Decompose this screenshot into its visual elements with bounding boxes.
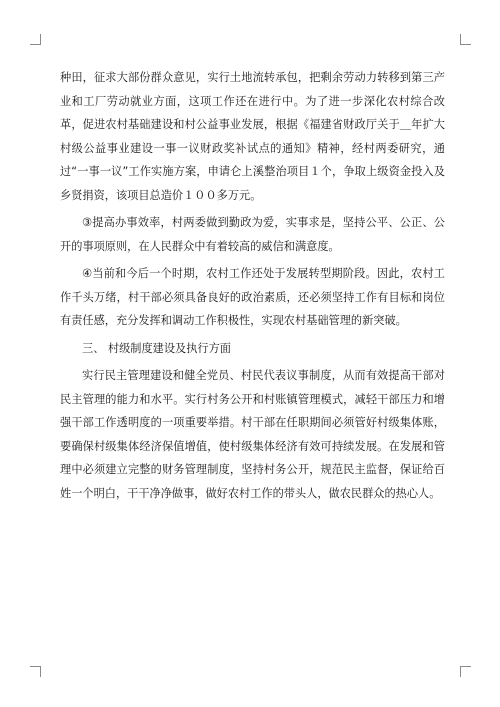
- crop-mark-top-right: [460, 34, 471, 45]
- paragraph-democratic-management: 实行民主管理建设和健全党员、村民代表议事制度，从而有效提高干部对民主管理的能力和水平。实行村务公开和村账镇管理模式，减轻干部压力和增强干部工作透明度的一项重要举措。村干部在任职期间必须管好村级集体账，要确保村级集体经济保值增值，使村级集体经济有效可持续发展。在发展和管理中必须建立完整的财务管理制度，坚持村务公开，规范民主监督，保证给百姓一个明白，干干净净做事，做好农村工作的带头人，做农民群众的热心人。: [60, 369, 445, 500]
- section-heading: 三、 村级制度建设及执行方面: [82, 341, 231, 355]
- crop-mark-bottom-right: [460, 666, 471, 677]
- paragraph-transition: ④当前和今后一个时期，农村工作还处于发展转型期阶段。因此，农村工作千头万绪，村干部必须具备良好的政治素质，还必须坚持工作有目标和岗位有责任感，充分发挥和调动工作积极性，实现农村基础管理的新突破。: [60, 267, 445, 327]
- document-body: [60, 66, 445, 509]
- paragraph-continuation: 种田，征求大部份群众意见，实行土地流转承包，把剩余劳动力转移到第三产业和工厂劳动就业方面，这项工作还在进行中。为了进一步深化农村综合改革，促进农村基础建设和村公益事业发展，根据《福建省财政厅关于＿年扩大村级公益事业建设一事一议财政奖补试点的通知》精神，经村两委研究，通过“一事一议”工作实施方案，申请仑上溪整治项目１个，争取上级资金投入及乡贤捐资，该项目总造价１００多万元。: [60, 71, 445, 202]
- paragraph-efficiency: ③提高办事效率，村两委做到勤政为爱，实事求是，坚持公平、公正、公开的事项原则，在人民群众中有着较高的威信和满意度。: [60, 216, 445, 253]
- crop-mark-bottom-left: [30, 666, 41, 677]
- crop-mark-top-left: [30, 34, 41, 45]
